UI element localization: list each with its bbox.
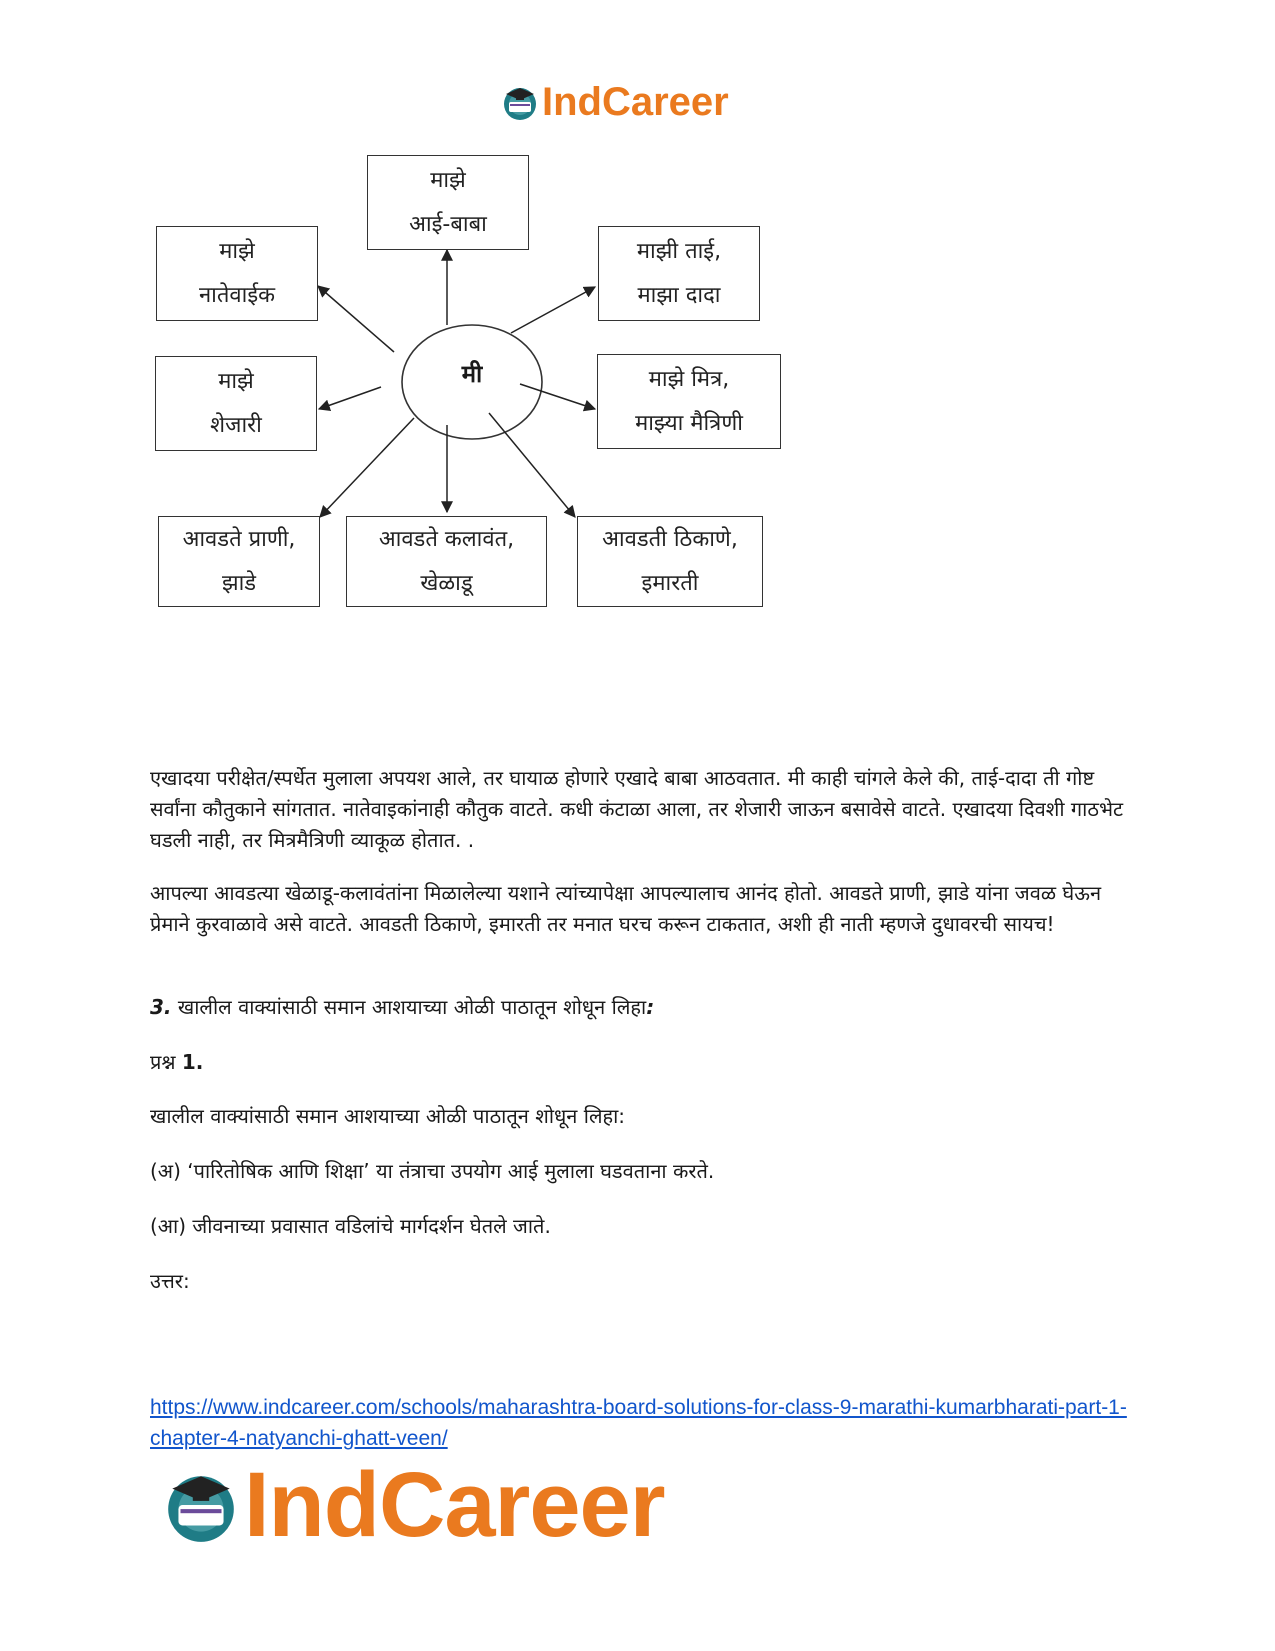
graduation-globe-icon bbox=[160, 1464, 242, 1546]
box-neighbours-line1: माझे bbox=[218, 368, 254, 394]
box-relatives-line1: माझे bbox=[219, 238, 255, 264]
box-parents-line1: माझे bbox=[430, 167, 466, 193]
box-friends bbox=[597, 354, 781, 449]
box-artists bbox=[346, 516, 547, 607]
indcareer-logo-top bbox=[500, 80, 729, 124]
paragraph-1: एखादया परीक्षेत/स्पर्धेत मुलाला अपयश आले, तर घायाळ होणारे एखादे बाबा आठवतात. मी काही चांगले केले की, ताई-दादा ती गोष्ट सर्वांना कौतुकाने सांगतात. नातेवाइकांनाही कौतुक वाटते. कधी कंटाळा आला, तर शेजारी जाऊन बसावेसे वाटते. एखादया दिवशी गाठभेट घडली नाही, तर मित्रमैत्रिणी व्याकूळ होतात. . bbox=[150, 766, 1124, 852]
box-siblings-line1: माझी ताई, bbox=[636, 238, 722, 264]
box-neighbours-line2: शेजारी bbox=[210, 412, 262, 438]
box-friends-line2: माझ्या मैत्रिणी bbox=[635, 410, 743, 436]
box-siblings bbox=[598, 226, 760, 321]
box-siblings-line2: माझा दादा bbox=[637, 282, 721, 308]
box-relatives-line2: नातेवाईक bbox=[198, 282, 276, 308]
question-heading bbox=[150, 993, 1130, 1020]
arrow-to-relatives bbox=[318, 286, 394, 352]
box-neighbours bbox=[155, 356, 317, 451]
box-places-line2: इमारती bbox=[641, 570, 699, 596]
box-friends-line1: माझे मित्र, bbox=[648, 366, 730, 392]
box-animals-line1: आवडते प्राणी, bbox=[182, 526, 296, 552]
box-relatives bbox=[156, 226, 318, 321]
box-parents-line2: आई-बाबा bbox=[409, 211, 487, 237]
question-heading-number: 3. bbox=[150, 995, 172, 1019]
box-artists-line1: आवडते कलावंत, bbox=[378, 526, 515, 552]
center-label: मी bbox=[461, 360, 483, 388]
box-animals-line2: झाडे bbox=[221, 570, 257, 596]
box-animals bbox=[158, 516, 320, 607]
answer-label: उत्तर: bbox=[150, 1269, 190, 1293]
brand-name: IndCareer bbox=[542, 80, 729, 124]
question-item-b: (आ) जीवनाच्या प्रवासात वडिलांचे मार्गदर्शन घेतले जाते. bbox=[150, 1214, 551, 1238]
paragraph-2: आपल्या आवडत्या खेळाडू-कलावंतांना मिळालेल्या यशाने त्यांच्यापेक्षा आपल्यालाच आनंद होतो. आवडते प्राणी, झाडे यांना जवळ घेऊन प्रेमाने कुरवाळावे असे वाटते. आवडती ठिकाणे, इमारती तर मनात घरच करून टाकतात, अशी ही नाती म्हणजे दुधावरची सायच! bbox=[150, 881, 1102, 936]
question-label-text: प्रश्न bbox=[150, 1050, 176, 1074]
question-item-a: (अ) ‘पारितोषिक आणि शिक्षा’ या तंत्राचा उपयोग आई मुलाला घडवताना करते. bbox=[150, 1159, 715, 1183]
question-heading-text: खालील वाक्यांसाठी समान आशयाच्या ओळी पाठातून शोधून लिहा bbox=[177, 995, 647, 1019]
box-places bbox=[577, 516, 763, 607]
question-label-number: 1. bbox=[181, 1050, 204, 1074]
box-places-line1: आवडती ठिकाणे, bbox=[602, 526, 738, 552]
source-link[interactable]: https://www.indcareer.com/schools/maharashtra-board-solutions-for-class-9-marathi-kumarbharati-part-1-chapter-4-natyanchi-ghatt-veen/ bbox=[150, 1396, 1127, 1450]
question-label bbox=[150, 1048, 1130, 1075]
question-heading-colon: : bbox=[646, 995, 655, 1019]
box-parents bbox=[367, 155, 529, 250]
question-text: खालील वाक्यांसाठी समान आशयाच्या ओळी पाठातून शोधून लिहा: bbox=[150, 1104, 626, 1128]
brand-name: IndCareer bbox=[244, 1454, 665, 1556]
graduation-globe-icon bbox=[500, 82, 540, 122]
indcareer-logo-bottom bbox=[160, 1455, 665, 1555]
relationship-diagram bbox=[155, 155, 835, 645]
box-artists-line2: खेळाडू bbox=[420, 570, 473, 596]
arrow-to-neighbours bbox=[319, 387, 381, 409]
